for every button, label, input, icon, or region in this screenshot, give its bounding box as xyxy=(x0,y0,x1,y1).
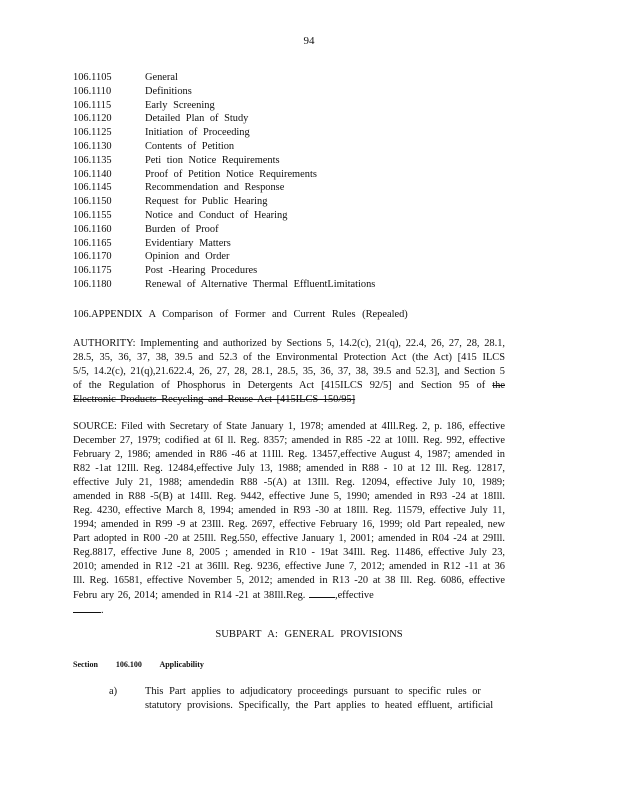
source-note xyxy=(73,420,505,618)
toc-section-number: 106.1165 xyxy=(73,237,112,249)
toc-row xyxy=(73,85,375,99)
authority-text: AUTHORITY: Implementing and authorized by Sections 5, 14.2(c), 21(q), 22.4, 26, 27, 28, 28.1, 28.5, 35, 36, 37, 38, 39.5 and 52.3 of the Environmental Protection Act (the Act) [415 ILCS 5/5, 14.2(c), 21(q),21.622.4, 26, 27, 28, 28.1, 28.5, 35, 36, 37, 38, 39.5 and 52.3], and Section 5 of the Regulation of Phosphorus in Detergents Act [415ILCS 92/5] and Section 95 of xyxy=(73,338,505,391)
toc-row xyxy=(73,71,375,85)
toc-section-number: 106.1125 xyxy=(73,127,112,139)
toc-section-number: 106.1110 xyxy=(73,85,112,97)
toc-row xyxy=(73,195,375,209)
toc-section-title: General xyxy=(145,72,178,83)
table-of-contents xyxy=(73,71,375,292)
toc-section-title: Peti tion Notice Requirements xyxy=(145,154,280,166)
toc-row xyxy=(73,264,375,278)
toc-row xyxy=(73,250,375,264)
toc-section-number: 106.1130 xyxy=(73,140,112,152)
toc-section-number: 106.1115 xyxy=(73,99,112,111)
toc-section-title: Request for Public Hearing xyxy=(145,196,268,208)
toc-section-number: 106.1175 xyxy=(73,265,112,277)
subpart-heading: SUBPART A: GENERAL PROVISIONS xyxy=(215,629,403,640)
source-effective: ,effective xyxy=(334,590,374,601)
toc-row xyxy=(73,181,375,195)
toc-row xyxy=(73,209,375,223)
toc-section-title: Initiation of Proceeding xyxy=(145,127,250,139)
toc-section-title: Recommendation and Response xyxy=(145,182,285,194)
toc-row xyxy=(73,278,375,292)
toc-section-title: Post -Hearing Procedures xyxy=(145,265,258,277)
toc-section-title: Burden of Proof xyxy=(145,223,219,235)
toc-section-number: 106.1160 xyxy=(73,223,112,235)
toc-section-number: 106.1170 xyxy=(73,251,112,263)
toc-row xyxy=(73,154,375,168)
toc-section-number: 106.1120 xyxy=(73,113,112,125)
toc-row xyxy=(73,223,375,237)
authority-note xyxy=(73,337,505,407)
authority-struck-text: the Electronic Products Recycling and Reuse Act [415ILCS 150/95] xyxy=(73,380,505,405)
section-heading xyxy=(73,658,220,672)
toc-section-title: Notice and Conduct of Hearing xyxy=(145,209,288,221)
blank-line xyxy=(73,603,101,613)
toc-section-title: Opinion and Order xyxy=(145,251,230,263)
toc-row xyxy=(73,112,375,126)
section-label: Section xyxy=(73,660,98,669)
toc-section-number: 106.1140 xyxy=(73,168,112,180)
toc-row xyxy=(73,126,375,140)
toc-row xyxy=(73,237,375,251)
paragraph-marker: a) xyxy=(109,686,118,697)
toc-section-title: Renewal of Alternative Thermal EffluentLimitations xyxy=(145,278,376,290)
source-end: . xyxy=(101,605,104,616)
appendix-entry: 106.APPENDIX A Comparison of Former and Current Rules (Repealed) xyxy=(73,309,408,320)
section-number: 106.100 xyxy=(115,660,142,669)
toc-section-number: 106.1105 xyxy=(73,72,112,83)
toc-section-title: Contents of Petition xyxy=(145,140,235,152)
toc-row xyxy=(73,140,375,154)
toc-section-number: 106.1135 xyxy=(73,154,112,166)
toc-section-title: Early Screening xyxy=(145,99,215,111)
toc-section-title: Definitions xyxy=(145,85,192,97)
paragraph-text: This Part applies to adjudicatory proceedings pursuant to specific rules or statutory provisions. Specifically, the Part applies to heated effluent, artificial xyxy=(145,686,494,711)
toc-section-title: Evidentiary Matters xyxy=(145,237,231,249)
toc-section-number: 106.1150 xyxy=(73,196,112,208)
blank-line xyxy=(309,588,335,598)
page-number: 94 xyxy=(303,35,315,47)
toc-section-number: 106.1180 xyxy=(73,278,112,290)
toc-section-title: Proof of Petition Notice Requirements xyxy=(145,168,317,180)
toc-row xyxy=(73,168,375,182)
source-text: SOURCE: Filed with Secretary of State January 1, 1978; amended at 4Ill.Reg. 2, p. 186, effective December 27, 1979; codified at 6I ll. Reg. 8357; amended in R85 -22 at 10Ill. Reg. 992, effective February 2, 1986; amended in R86 -46 at 11Ill. Reg. 13457,effective August 4, 1987; amended in R82 -1at 12Ill. Reg. 12484,effective July 13, 1988; amended in R88 - 10 at 12 Ill. Reg. 12817, effective July 21, 1988; amendedin R88 -5(A) at 13Ill. Reg. 12094, effective July 10, 1989; amended in R88 -5(B) at 14Ill. Reg. 9442, effective June 5, 1990; amended in R93 -24 at 18Ill. Reg. 4230, effective March 8, 1994; amended in R93 -30 at 18Ill. Reg. 11579, effective July 11, 1994; amended in R99 -9 at 23Ill. Reg. 2697, effective February 16, 1999; old Part repealed, new Part adopted in R00 -20 at 25Ill. Reg.550, effective January 1, 2001; amended in R04 -24 at 29Ill. Reg.8817, effective June 8, 2005 ; amended in R10 - 19at 34Ill. Reg. 11486, effective July 23, 2010; amended in R12 -21 at 36Ill. Reg. 9236, effective June 7, 2012; amended in R12 -11 at 36 Ill. Reg. 16581, effective November 5, 2012; amended in R13 -20 at 38 Ill. Reg. 6086, effective Febru ary 26, 2014; amended in R14 -21 at 38Ill.Reg. xyxy=(73,421,505,601)
toc-section-title: Detailed Plan of Study xyxy=(145,113,249,125)
toc-section-number: 106.1145 xyxy=(73,182,112,194)
toc-row xyxy=(73,99,375,113)
section-title: Applicability xyxy=(159,660,204,669)
toc-section-number: 106.1155 xyxy=(73,209,112,221)
